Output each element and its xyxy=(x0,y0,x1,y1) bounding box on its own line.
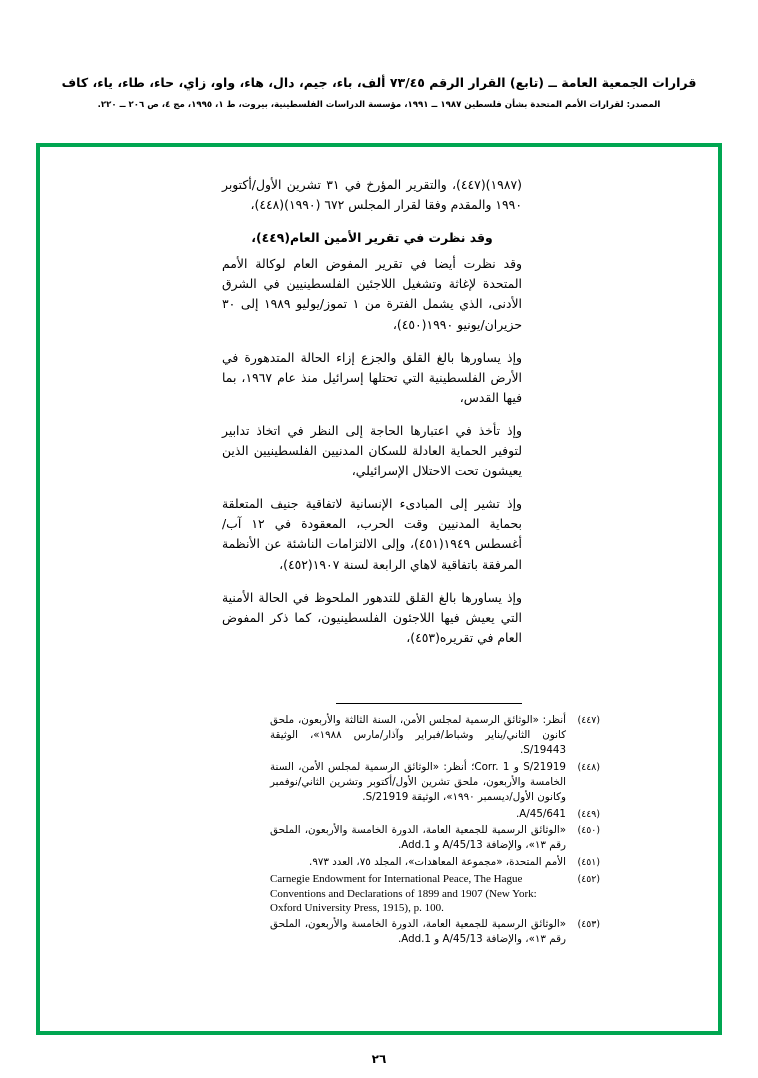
footnote-text: A/45/641. xyxy=(515,807,566,820)
paragraph-2-text: وقد نظرت في تقرير الأمين العام(٤٤٩)، xyxy=(251,230,493,246)
footnote-item xyxy=(270,713,600,758)
header-source: المصدر: لقرارات الأمم المتحدة بشأن فلسطين ١٩٨٧ ــ ١٩٩١، مؤسسة الدراسات الفلسطينية، بيروت، ط ١، ١٩٩٥، مج ٤، ص ٢٠٦ ــ ٢٢٠. xyxy=(97,99,661,110)
footnote-text: الأمم المتحدة، «مجموعة المعاهدات»، المجلد ٧٥، العدد ٩٧٣. xyxy=(309,856,566,869)
footnote-number: (٤٤٧) xyxy=(577,715,600,726)
paragraph-1-text: (١٩٨٧)(٤٤٧)، والتقرير المؤرخ في ٣١ تشرين الأول/أكتوبر ١٩٩٠ والمقدم وفقا لقرار المجلس ٦٧٢ (١٩٩٠)(٤٤٨)، xyxy=(222,177,522,213)
paragraph-6-text: وإذ تشير إلى المبادىء الإنسانية لاتفاقية جنيف المتعلقة بحماية المدنيين وقت الحرب، المعقودة في ١٢ آب/أغسطس ١٩٤٩(٤٥١)، وإلى الالتزامات الناشئة عن الأنظمة المرفقة باتفاقية لاهاي الرابعة لسنة ١٩٠٧(٤٥٢)، xyxy=(222,496,522,572)
footnote-number: (٤٥١) xyxy=(577,857,600,869)
footnote-item xyxy=(270,917,600,947)
paragraph-4 xyxy=(222,348,522,408)
footnote-item xyxy=(270,760,600,805)
page-header xyxy=(0,74,758,111)
paragraph-3 xyxy=(222,254,522,334)
footnote-text: «الوثائق الرسمية للجمعية العامة، الدورة الخامسة والأربعون، الملحق رقم ١٣»، والإضافة A/45/13 و Add.1. xyxy=(270,824,566,852)
footnote-text: Carnegie Endowment for International Peace, The Hague Conventions and Declarations of 1899 and 1907 (New York: Oxford University Press, 1915), p. 100. xyxy=(270,873,537,914)
footnote-number: (٤٥٣) xyxy=(577,919,600,931)
footnote-number: (٤٤٨) xyxy=(577,761,600,773)
paragraph-4-text: وإذ يساورها بالغ القلق والجزع إزاء الحالة المتدهورة في الأرض الفلسطينية التي تحتلها إسرائيل منذ عام ١٩٦٧، بما فيها القدس، xyxy=(222,349,522,405)
footnote-item xyxy=(270,855,600,870)
paragraph-6 xyxy=(222,494,522,574)
footnote-text: أنظر: «الوثائق الرسمية لمجلس الأمن، السنة الثالثة والأربعون، ملحق كانون الثاني/يناير وشباط/فبراير وآذار/مارس ١٩٨٨»، الوثيقة S/19443. xyxy=(270,714,566,756)
body-column xyxy=(222,175,522,661)
footnote-text: S/21919 و Corr. 1؛ أنظر: «الوثائق الرسمية لمجلس الأمن، السنة الخامسة والأربعون، ملحق تشرين الأول/أكتوبر وتشرين الثاني/نوفمبر وكانون الأول/ديسمبر ١٩٩٠»، الوثيقة S/21919. xyxy=(270,760,566,803)
paragraph-3-text: وقد نظرت أيضا في تقرير المفوض العام لوكالة الأمم المتحدة لإغاثة وتشغيل اللاجئين الفلسطينيين في الشرق الأدنى، الذي يشمل الفترة من ١ تموز/يوليو ١٩٨٩ إلى ٣٠ حزيران/يونيو ١٩٩٠(٤٥٠)، xyxy=(222,256,522,332)
footnote-item xyxy=(270,807,600,822)
content-frame xyxy=(36,143,722,1035)
paragraph-7 xyxy=(222,588,522,648)
footnote-number: (٤٤٩) xyxy=(577,808,600,820)
footnote-list xyxy=(270,713,600,949)
paragraph-5 xyxy=(222,421,522,481)
footnote-number: (٤٥٢) xyxy=(577,874,600,886)
paragraph-7-text: وإذ يساورها بالغ القلق للتدهور الملحوظ في الحالة الأمنية التي يعيش فيها اللاجئون الفلسطينيون، كما ذكر المفوض العام في تقريره(٤٥٣)، xyxy=(222,589,522,645)
paragraph-2 xyxy=(222,228,522,248)
footnote-item xyxy=(270,823,600,853)
paragraph-1 xyxy=(222,175,522,215)
page-number: ٢٦ xyxy=(371,1052,387,1066)
paragraph-5-text: وإذ تأخذ في اعتبارها الحاجة إلى النظر في اتخاذ تدابير لتوفير الحماية العادلة للسكان المدنيين الفلسطينيين الذين يعيشون تحت الاحتلال الإسرائيلي، xyxy=(222,422,522,479)
footnote-item xyxy=(270,872,600,915)
footnote-text: «الوثائق الرسمية للجمعية العامة، الدورة الخامسة والأربعون، الملحق رقم ١٣»، والإضافة A/45/13 و Add.1. xyxy=(270,918,566,946)
header-title: قرارات الجمعية العامة ــ (تابع) القرار الرقم ٧٣/٤٥ ألف، باء، جيم، دال، هاء، واو، زاي، حاء، طاء، ياء، كاف xyxy=(61,75,697,90)
footnote-number: (٤٥٠) xyxy=(577,825,600,837)
footnote-separator xyxy=(336,703,522,704)
